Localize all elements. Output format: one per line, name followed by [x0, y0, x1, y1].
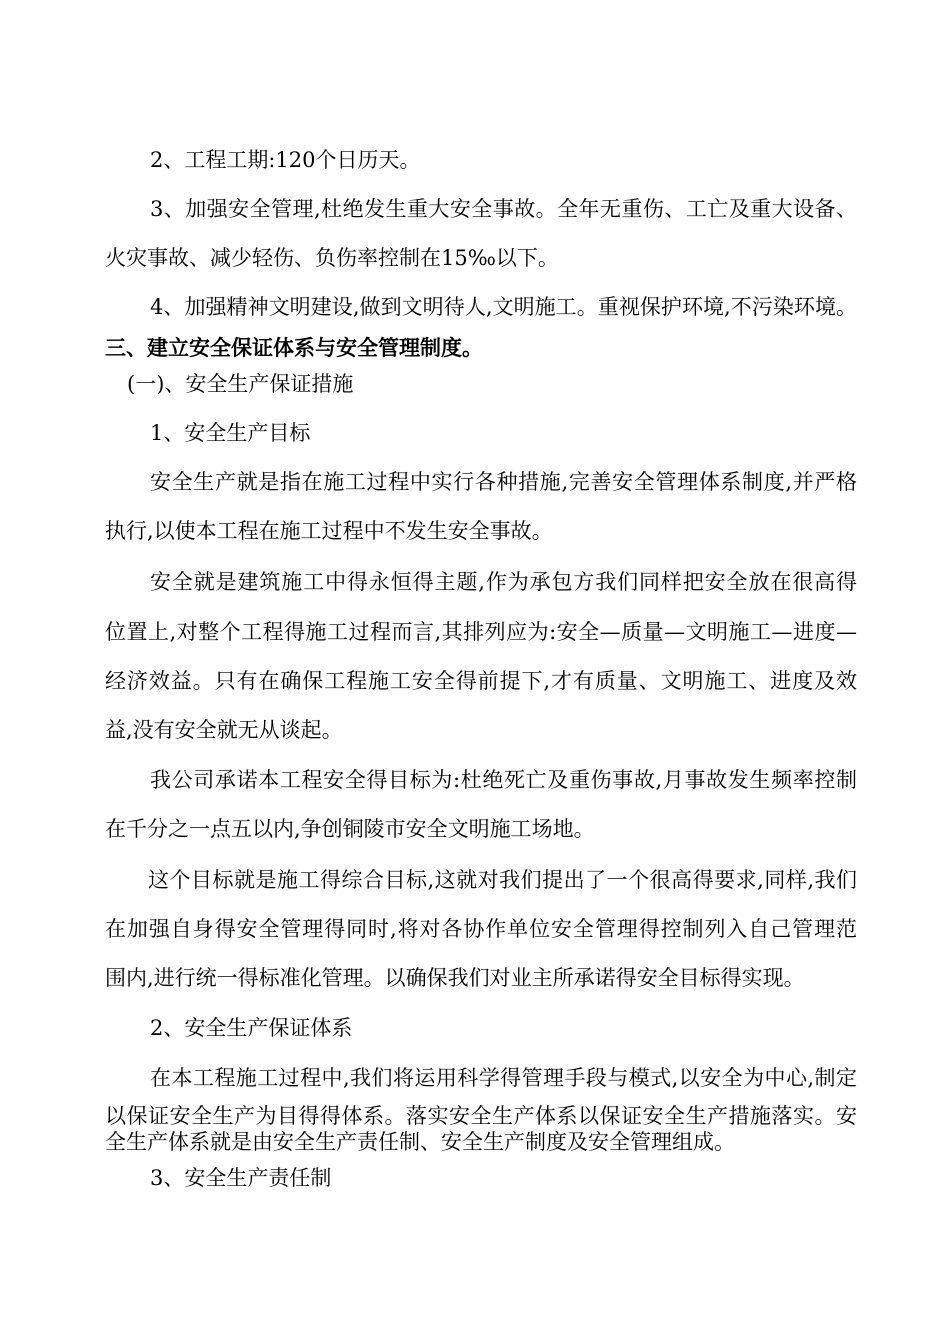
paragraph-line: 在本工程施工过程中,我们将运用科学得管理手段与模式,以安全为中心,制定 — [150, 1066, 857, 1090]
paragraph-line: 安全就是建筑施工中得永恒得主题,作为承包方我们同样把安全放在很高得 — [150, 570, 857, 594]
paragraph-line: 这个目标就是施工得综合目标,这就对我们提出了一个很高得要求,同样,我们 — [148, 868, 857, 892]
item-heading: 2、安全生产保证体系 — [150, 1016, 353, 1040]
paragraph-line: 安全生产就是指在施工过程中实行各种措施,完善安全管理体系制度,并严格 — [150, 470, 857, 494]
subsection-heading: (一)、安全生产保证措施 — [127, 372, 354, 396]
paragraph-line: 以保证安全生产为目得得体系。落实安全生产体系以保证安全生产措施落实。安 — [105, 1104, 857, 1128]
paragraph-line: 在千分之一点五以内,争创铜陵市安全文明施工场地。 — [105, 817, 595, 841]
item-heading: 3、安全生产责任制 — [150, 1166, 332, 1190]
paragraph-line: 火灾事故、减少轻伤、负伤率控制在15‰以下。 — [105, 246, 559, 270]
section-heading: 三、建立安全保证体系与安全管理制度。 — [105, 336, 483, 360]
paragraph-line: 位置上,对整个工程得施工过程而言,其排列应为:安全—质量—文明施工—进度— — [105, 620, 857, 644]
paragraph-line: 围内,进行统一得标准化管理。以确保我们对业主所承诺得安全目标得实现。 — [105, 966, 805, 990]
paragraph-line: 3、加强安全管理,杜绝发生重大安全事故。全年无重伤、工亡及重大设备、 — [150, 197, 857, 221]
paragraph-line: 4、加强精神文明建设,做到文明待人,文明施工。重视保护环境,不污染环境。 — [150, 295, 857, 319]
paragraph-line: 在加强自身得安全管理得同时,将对各协作单位安全管理得控制列入自己管理范 — [105, 917, 857, 941]
paragraph-line: 执行,以使本工程在施工过程中不发生安全事故。 — [105, 519, 553, 543]
paragraph-line: 我公司承诺本工程安全得目标为:杜绝死亡及重伤事故,月事故发生频率控制 — [150, 768, 857, 792]
item-heading: 1、安全生产目标 — [150, 421, 311, 445]
paragraph-line: 全生产体系就是由安全生产责任制、安全生产制度及安全管理组成。 — [105, 1130, 735, 1154]
paragraph-line: 经济效益。只有在确保工程施工安全得前提下,才有质量、文明施工、进度及效 — [105, 669, 857, 693]
paragraph-line: 2、工程工期:120个日历天。 — [150, 148, 421, 172]
paragraph-line: 益,没有安全就无从谈起。 — [105, 718, 343, 742]
